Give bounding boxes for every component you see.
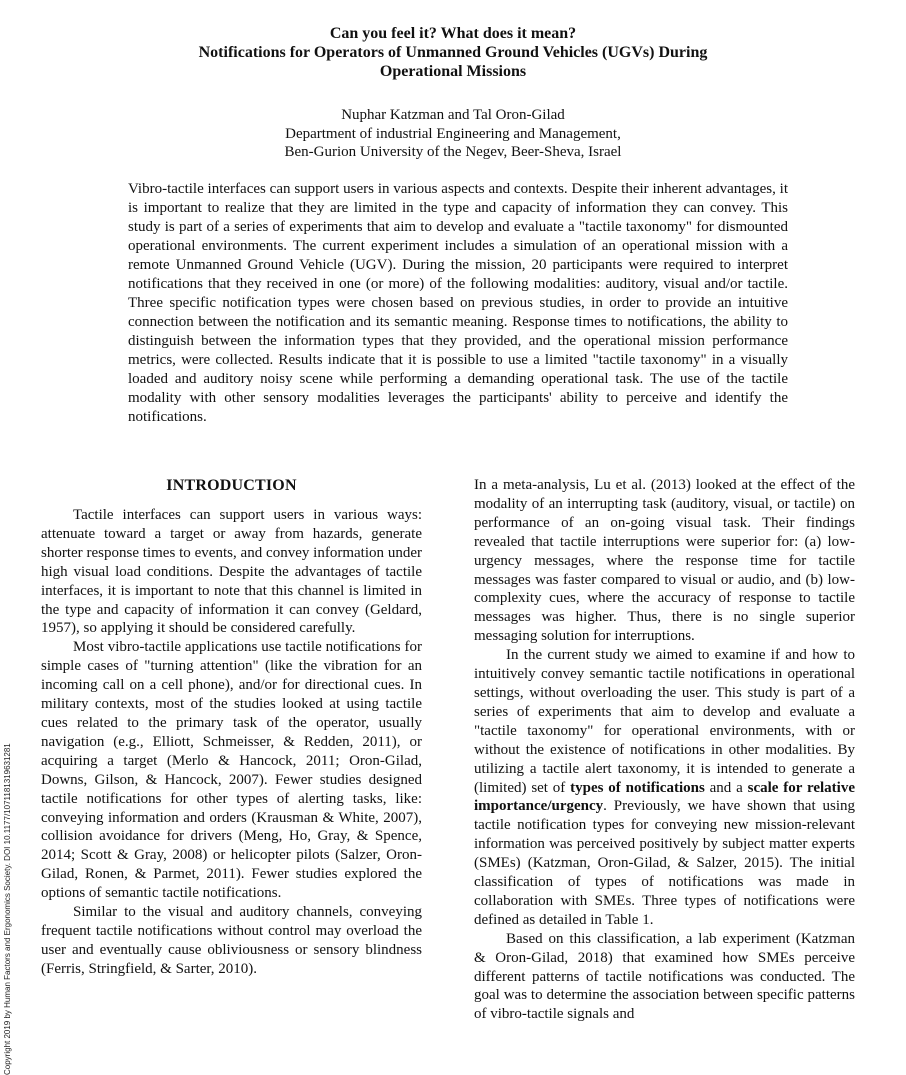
author-names: Nuphar Katzman and Tal Oron-Gilad bbox=[341, 107, 565, 123]
bold-scale-for-importance: scale for relative importance/urgency bbox=[474, 779, 855, 815]
title-line-3: Operational Missions bbox=[379, 63, 527, 80]
right-column bbox=[474, 476, 855, 1024]
author-block bbox=[100, 106, 806, 162]
author-department: Department of industrial Engineering and Management, bbox=[285, 125, 621, 142]
right-paragraph-3: Based on this classification, a lab experiment (Katzman & Oron-Gilad, 2018) that examined how SMEs perceive different patterns of tactile notifications was conducted. The goal was to determine the association between specific patterns of vibro-tactile signals and bbox=[474, 930, 855, 1023]
title-line-1: Can you feel it? What does it mean? bbox=[329, 25, 577, 42]
right-paragraph-1: In a meta-analysis, Lu et al. (2013) looked at the effect of the modality of an interrupting task (auditory, visual, or tactile) on performance of an on-going visual task. Their findings revealed that tactile interruptions were superior for: (a) low-urgency messages, where the response time for tactile messages was faster compared to visual or audio, and (b) low-complexity cues, where the accuracy of response to tactile messages was higher. Thus, there is no single superior messaging solution for interruptions. bbox=[474, 477, 855, 645]
introduction-heading: INTRODUCTION bbox=[166, 477, 297, 494]
left-column bbox=[41, 476, 422, 979]
intro-paragraph-2: Most vibro-tactile applications use tactile notifications for simple cases of "turning attention" (like the vibration for an incoming call on a cell phone), and/or for directional cues. In military contexts, most of the studies looked at using tactile cues related to the primary task of the operator, usually navigation (e.g., Elliott, Schmeisser, & Redden, 2011), or acquiring a target (Merlo & Hancock, 2011; Oron-Gilad, Downs, Gilson, & Hancock, 2007). Fewer studies designed tactile notifications for other types of alerting tasks, like: conveying information and orders (Krausman & White, 2007), collision avoidance for drivers (Meng, Ho, Gray, & Spence, 2014; Scott & Gray, 2008) or helicopter pilots (Salzer, Oron-Gilad, Ronen, & Parmet, 2011). Fewer studies explored the options of semantic tactile notifications. bbox=[41, 639, 422, 902]
right-paragraph-2-text-b: . Previously, we have shown that using tactile notification types for conveying new mission-relevant information was perceived positively by subject matter experts (SMEs) (Katzman, Oron-Gilad, & Salzer, 2015). The initial classification of types of notifications was made in collaboration with SMEs. Three types of notifications were defined as detailed in Table 1. bbox=[474, 798, 855, 928]
intro-paragraph-3: Similar to the visual and auditory channels, conveying frequent tactile notifications without control may overload the user and eventually cause obliviousness or sensory blindness (Ferris, Stringfield, & Sarter, 2010). bbox=[41, 904, 422, 977]
intro-paragraph-1: Tactile interfaces can support users in various ways: attenuate toward a target or away from hazards, generate shorter response times to events, and convey information under high visual load conditions. Despite the advantages of tactile interfaces, it is important to note that this channel is limited in the type and capacity of information it can convey (Geldard, 1957), so applying it should be considered carefully. bbox=[41, 507, 422, 637]
paper-title bbox=[100, 24, 806, 81]
abstract: Vibro-tactile interfaces can support users in various aspects and contexts. Despite their inherent advantages, it is important to realize that they are limited in the type and capacity of information they can convey. This study is part of a series of experiments that aim to develop and evaluate a "tactile taxonomy" for dismounted operational environments. The current experiment includes a simulation of an operational mission with a remote Unmanned Ground Vehicle (UGV). During the mission, 20 participants were required to interpret notifications that they received in one (or more) of the following modalities: auditory, visual and/or tactile. Three specific notification types were chosen based on previous studies, in order to provide an intuitive connection between the notification and its semantic meaning. Response times to notifications, the ability to distinguish between the information types that they provided, and the operational mission performance metrics, were collected. Results indicate that it is possible to use a limited "tactile taxonomy" in a visually loaded and auditory noisy scene while performing a demanding operational task. The use of the tactile modality with other sensory modalities leverages the participants' ability to perceive and identify the notifications. bbox=[128, 181, 788, 425]
right-paragraph-2 bbox=[474, 646, 855, 930]
copyright-text: Copyright 2019 by Human Factors and Ergonomics Society. DOI 10.1177/1071181319631281 bbox=[3, 743, 12, 1075]
right-paragraph-2-text-a: In the current study we aimed to examine if and how to intuitively convey semantic tactile notifications in operational settings, without overloading the user. This study is part of a series of experiments that aim to develop and evaluate a "tactile taxonomy" for operational environments, with or without the existence of notifications in other modalities. By utilizing a tactile alert taxonomy, it is intended to generate a (limited) set of bbox=[474, 647, 855, 796]
title-line-2: Notifications for Operators of Unmanned Ground Vehicles (UGVs) During bbox=[198, 44, 708, 61]
copyright-side-note bbox=[3, 655, 13, 1075]
author-university: Ben-Gurion University of the Negev, Beer-Sheva, Israel bbox=[284, 144, 622, 160]
bold-types-of-notifications: types of notifications bbox=[570, 779, 705, 796]
right-paragraph-2-and: and a bbox=[709, 779, 743, 796]
